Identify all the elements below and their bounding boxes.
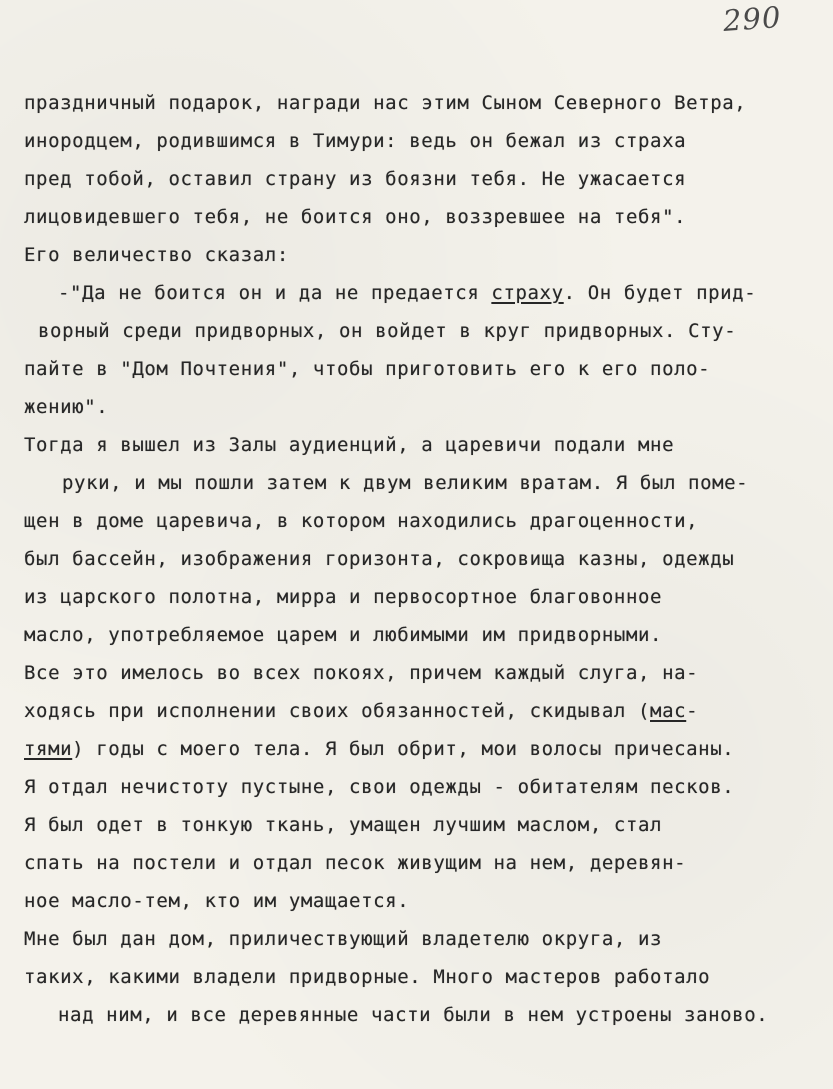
text-line: спать на постели и отдал песок живущим на нем, деревян- bbox=[24, 852, 687, 874]
underlined-word: мас bbox=[650, 700, 687, 722]
text-line: ворный среди придворных, он войдет в круг придворных. Сту- bbox=[38, 320, 737, 342]
text-line: Я был одет в тонкую ткань, умащен лучшим маслом, стал bbox=[24, 814, 663, 836]
text-line: пред тобой, оставил страну из боязни тебя. Не ужасается bbox=[24, 168, 687, 190]
underlined-word: страху bbox=[491, 282, 564, 304]
text-line: тями) годы с моего тела. Я был обрит, мои волосы причесаны. bbox=[24, 738, 735, 760]
text-line: над ним, и все деревянные части были в нем устроены заново. bbox=[58, 1004, 769, 1026]
text-line: таких, какими владели придворные. Много мастеров работало bbox=[24, 966, 711, 988]
text-line: Я отдал нечистоту пустыне, свои одежды - обитателям песков. bbox=[24, 776, 735, 798]
text-line: пайте в "Дом Почтения", чтобы приготовить его к его поло- bbox=[24, 358, 711, 380]
text-line: инородцем, родившимся в Тимури: ведь он бежал из страха bbox=[24, 130, 687, 152]
page-number: 290 bbox=[721, 0, 783, 38]
text-line: масло, употребляемое царем и любимыми им придворными. bbox=[24, 624, 663, 646]
text-line: Все это имелось во всех покоях, причем каждый слуга, на- bbox=[24, 662, 699, 684]
text-line: жению". bbox=[24, 396, 109, 418]
text-line: из царского полотна, мирра и первосортное благовонное bbox=[24, 586, 663, 608]
text-line: ное масло-тем, кто им умащается. bbox=[24, 890, 410, 912]
text-line: Его величество сказал: bbox=[24, 244, 289, 266]
text-line: Тогда я вышел из Залы аудиенций, а царевичи подали мне bbox=[24, 434, 675, 456]
text-line: ходясь при исполнении своих обязанностей, скидывал (мас- bbox=[24, 700, 699, 722]
text-line: руки, и мы пошли затем к двум великим вратам. Я был поме- bbox=[62, 472, 749, 494]
text-line: -"Да не боится он и да не предается страху. Он будет прид- bbox=[58, 282, 757, 304]
text-line: Мне был дан дом, приличествующий владетелю округа, из bbox=[24, 928, 663, 950]
text-line: щен в доме царевича, в котором находились драгоценности, bbox=[24, 510, 699, 532]
underlined-word: тями bbox=[24, 738, 73, 760]
text-line: был бассейн, изображения горизонта, сокровища казны, одежды bbox=[24, 548, 735, 570]
text-line: праздничный подарок, награди нас этим Сыном Северного Ветра, bbox=[24, 92, 747, 114]
text-line: лицовидевшего тебя, не боится оно, воззревшее на тебя". bbox=[24, 206, 687, 228]
